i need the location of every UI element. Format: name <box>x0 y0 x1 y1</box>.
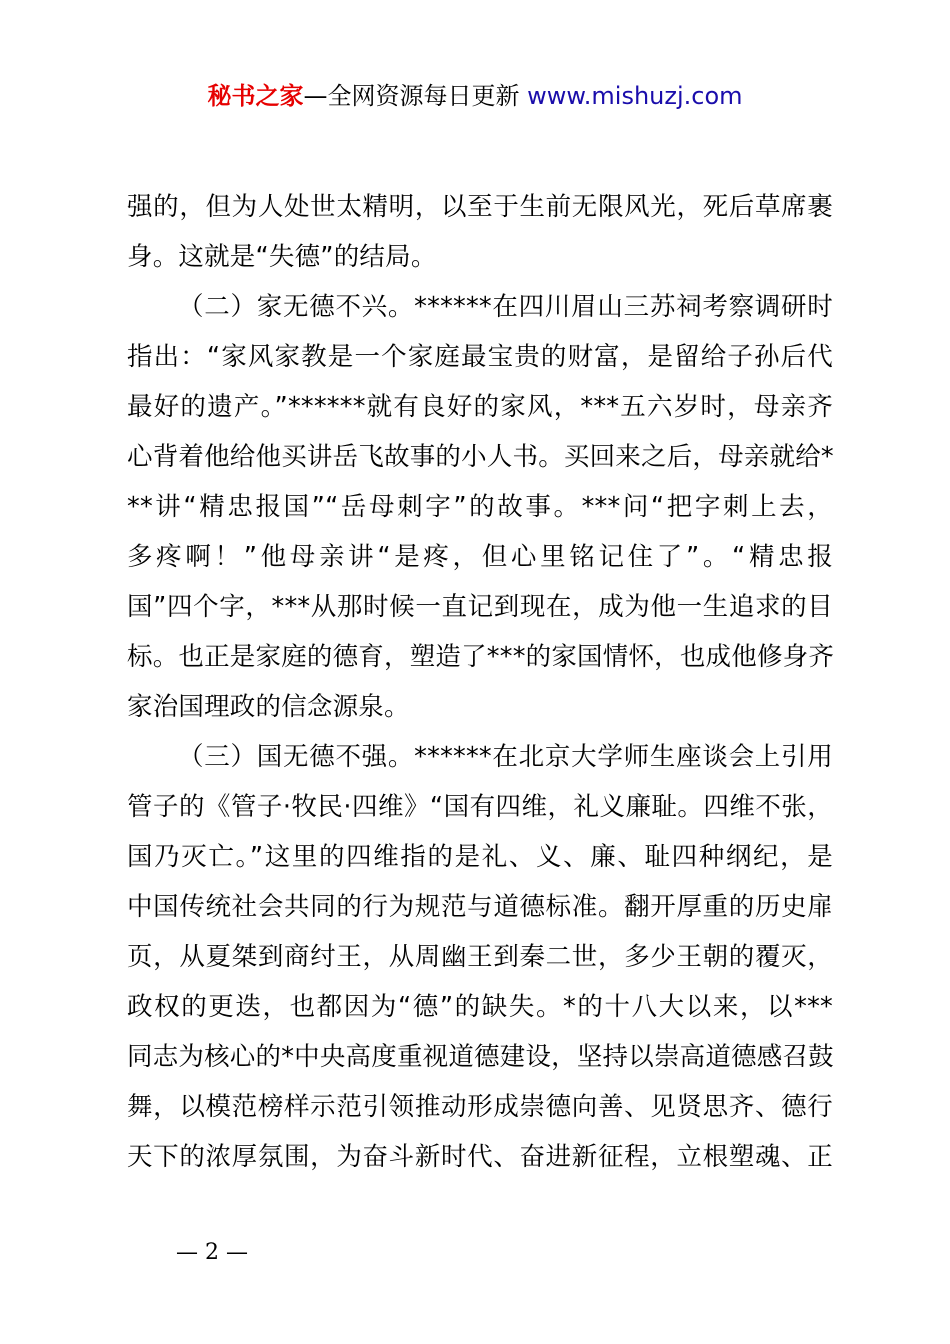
paragraph-heading-line: （二）家无德不兴。******在四川眉山三苏祠考察调研时 <box>178 292 833 322</box>
body-line: 标。也正是家庭的德育，塑造了***的家国情怀，也成他修身齐 <box>127 642 835 672</box>
document-body <box>127 182 833 1182</box>
body-line: 最好的遗产。”******就有良好的家风，***五六岁时，母亲齐 <box>127 392 833 422</box>
body-line: 舞，以模范榜样示范引领推动形成崇德向善、见贤思齐、德行 <box>127 1092 833 1122</box>
body-line: 国”四个字，***从那时候一直记到现在，成为他一生追求的目 <box>127 592 833 622</box>
page-header <box>0 80 950 112</box>
website-url[interactable]: www.mishuzj.com <box>527 82 743 110</box>
body-line: 天下的浓厚氛围，为奋斗新时代、奋进新征程，立根塑魂、正 <box>127 1142 833 1172</box>
body-line: 页，从夏桀到商纣王，从周幽王到秦二世，多少王朝的覆灭， <box>127 942 833 972</box>
body-line: 指出：“家风家教是一个家庭最宝贵的财富，是留给子孙后代 <box>127 342 833 372</box>
paragraph-heading-line: （三）国无德不强。******在北京大学师生座谈会上引用 <box>178 742 833 772</box>
body-line: 多疼啊！”他母亲讲“是疼，但心里铭记住了”。“精忠报 <box>127 542 833 572</box>
body-line: 管子的《管子·牧民·四维》“国有四维，礼义廉耻。四维不张， <box>127 792 833 822</box>
body-line: **讲“精忠报国”“岳母刺字”的故事。***问“把字刺上去， <box>127 492 833 522</box>
body-line: 身。这就是“失德”的结局。 <box>127 242 437 272</box>
body-line: 中国传统社会共同的行为规范与道德标准。翻开厚重的历史扉 <box>127 892 833 922</box>
body-line: 同志为核心的*中央高度重视道德建设，坚持以崇高道德感召鼓 <box>127 1042 834 1072</box>
body-line: 强的，但为人处世太精明，以至于生前无限风光，死后草席裹 <box>127 192 833 222</box>
page-number: — 2 — <box>176 1240 248 1265</box>
brand-name: 秘书之家 <box>207 82 304 110</box>
body-line: 家治国理政的信念源泉。 <box>127 692 410 722</box>
body-line: 心背着他给他买讲岳飞故事的小人书。买回来之后，母亲就给* <box>127 442 834 472</box>
body-line: 国乃灭亡。”这里的四维指的是礼、义、廉、耻四种纲纪，是 <box>127 842 833 872</box>
body-line: 政权的更迭，也都因为“德”的缺失。*的十八大以来，以*** <box>127 992 833 1022</box>
header-tagline: —全网资源每日更新 <box>303 82 528 110</box>
